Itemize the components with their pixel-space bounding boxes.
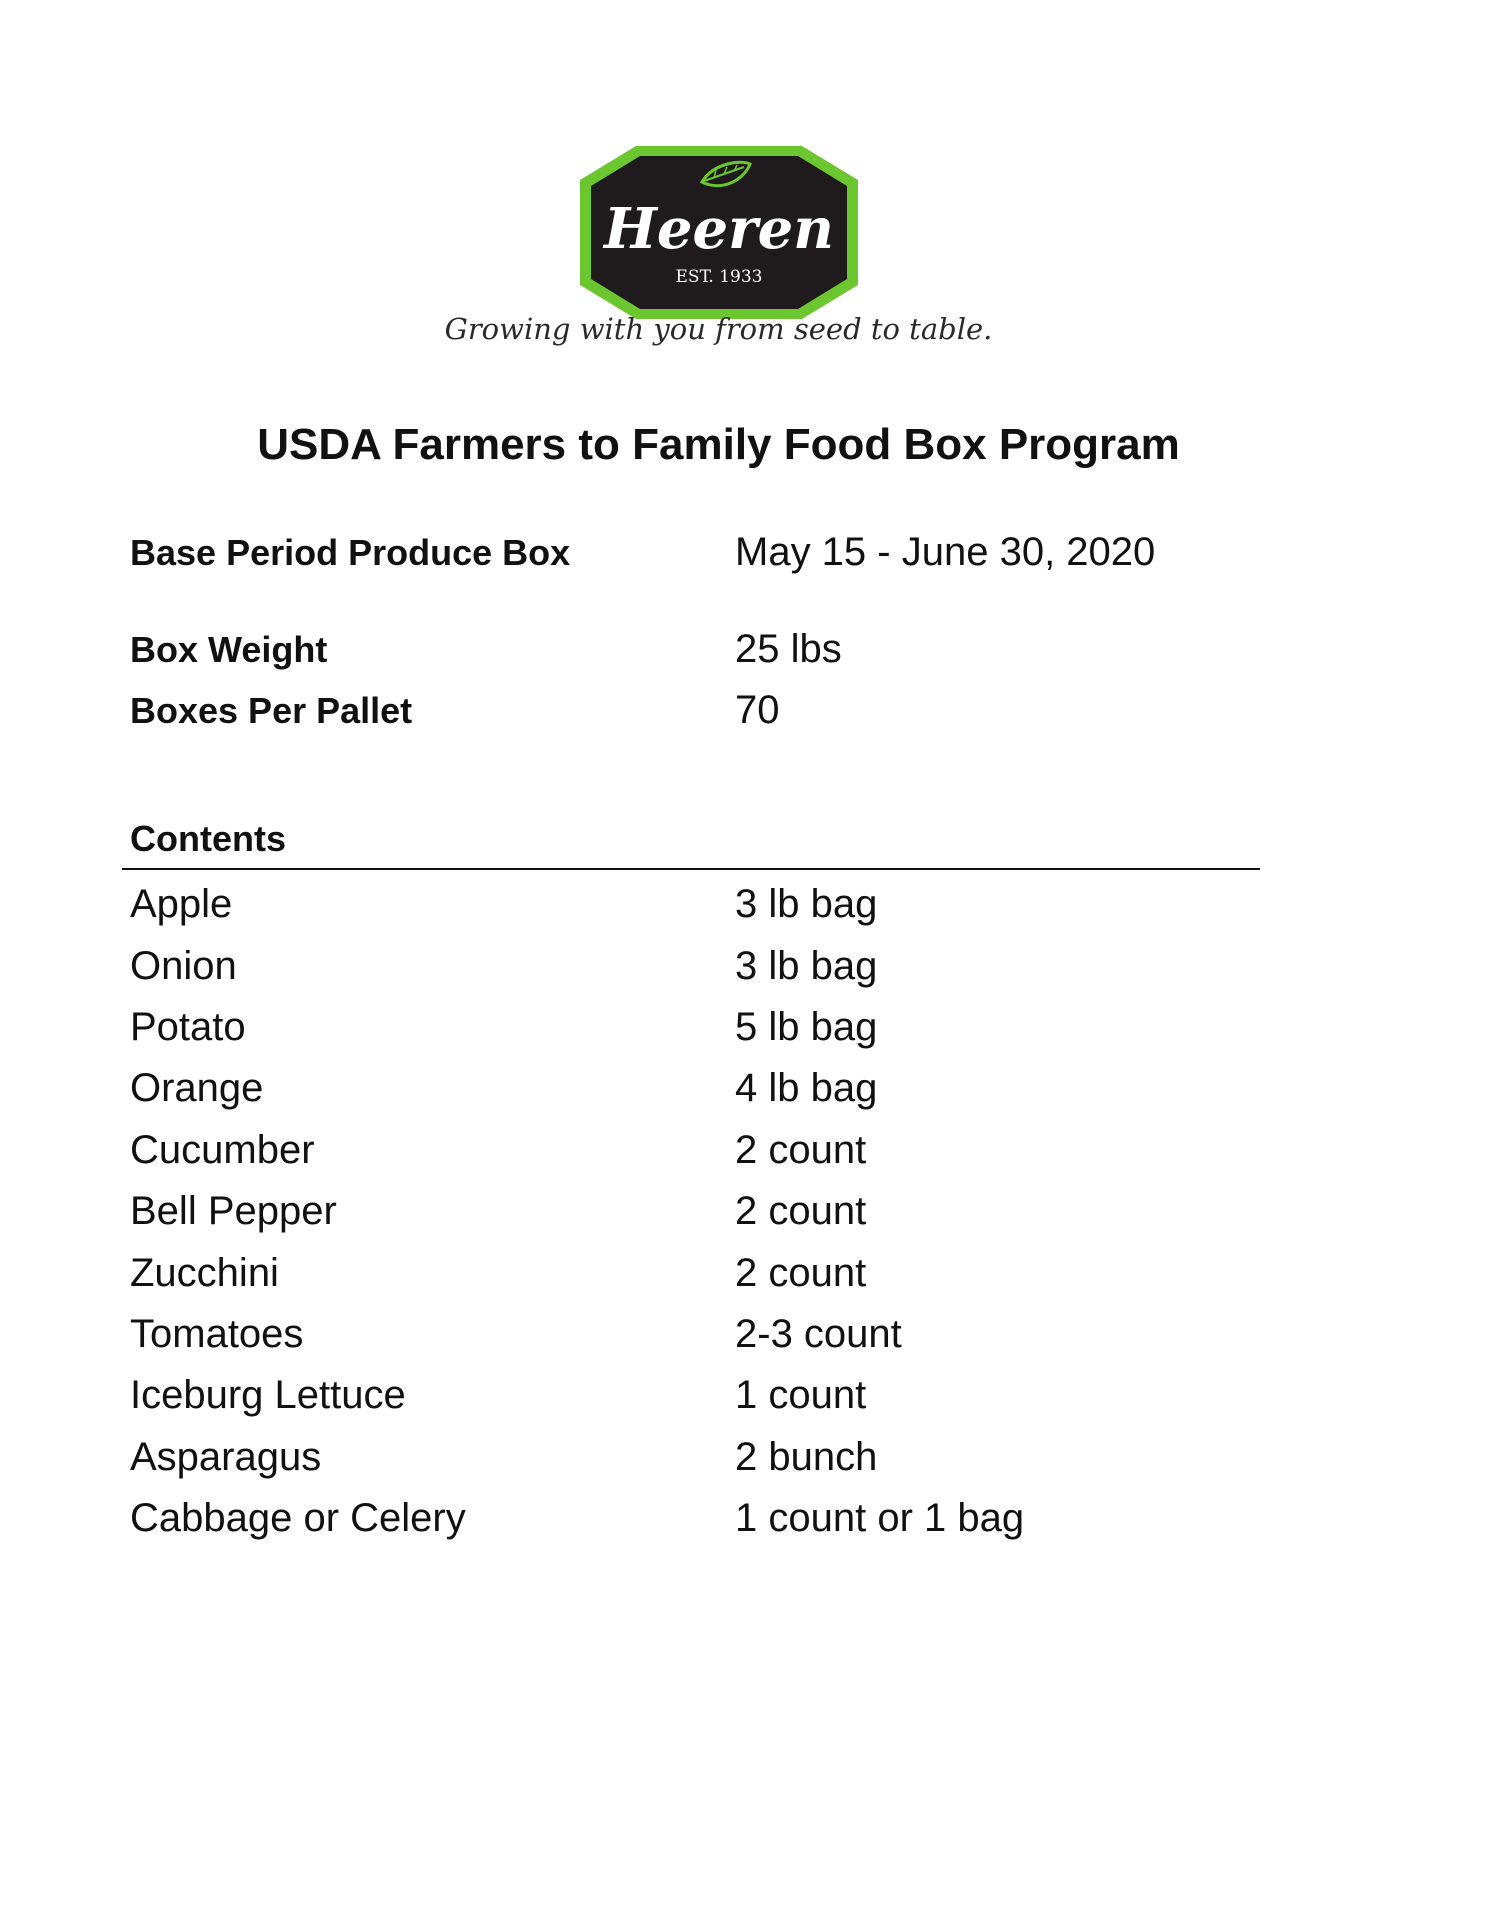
item-name: Tomatoes: [130, 1311, 304, 1356]
contents-heading: Contents: [130, 818, 286, 859]
item-quantity: 2 bunch: [735, 1434, 878, 1479]
contents-list: [130, 874, 1260, 1549]
logo-brand-name: Heeren: [603, 196, 834, 262]
logo-established: EST. 1933: [675, 267, 762, 287]
base-period-label: Base Period Produce Box: [130, 532, 571, 573]
item-quantity: 1 count: [735, 1373, 867, 1418]
list-item: [130, 1242, 1260, 1303]
item-quantity: 1 count or 1 bag: [735, 1496, 1025, 1541]
list-item: [130, 1488, 1260, 1549]
item-name: Cucumber: [130, 1127, 315, 1172]
item-quantity: 2-3 count: [735, 1311, 902, 1356]
info-row-base-period: [130, 530, 1260, 575]
list-item: [130, 874, 1260, 935]
list-item: [130, 1304, 1260, 1365]
logo-tagline: Growing with you from seed to table.: [444, 312, 993, 346]
item-name: Cabbage or Celery: [130, 1496, 466, 1541]
item-name: Orange: [130, 1066, 264, 1111]
box-weight-label: Box Weight: [130, 629, 328, 670]
item-name: Iceburg Lettuce: [130, 1373, 406, 1418]
item-quantity: 2 count: [735, 1127, 867, 1172]
item-quantity: 5 lb bag: [735, 1004, 878, 1049]
item-quantity: 3 lb bag: [735, 882, 878, 927]
boxes-per-pallet-value: 70: [735, 688, 780, 732]
list-item: [130, 1365, 1260, 1426]
item-name: Bell Pepper: [130, 1189, 337, 1234]
list-item: [130, 1427, 1260, 1488]
heeren-logo-badge: [574, 140, 864, 325]
item-quantity: 4 lb bag: [735, 1066, 878, 1111]
item-name: Potato: [130, 1004, 246, 1049]
base-period-value: May 15 - June 30, 2020: [735, 530, 1156, 574]
list-item: [130, 1058, 1260, 1119]
item-quantity: 3 lb bag: [735, 943, 878, 988]
list-item: [130, 1181, 1260, 1242]
list-item: [130, 997, 1260, 1058]
page-title: USDA Farmers to Family Food Box Program: [257, 420, 1180, 469]
box-weight-value: 25 lbs: [735, 627, 842, 671]
item-name: Zucchini: [130, 1250, 279, 1295]
item-quantity: 2 count: [735, 1189, 867, 1234]
list-item: [130, 935, 1260, 996]
heeren-logo: [0, 140, 1437, 325]
info-row-box-weight: [130, 627, 1260, 672]
item-name: Onion: [130, 943, 237, 988]
item-name: Apple: [130, 882, 233, 927]
boxes-per-pallet-label: Boxes Per Pallet: [130, 690, 413, 731]
info-row-boxes-per-pallet: [130, 688, 1260, 733]
item-quantity: 2 count: [735, 1250, 867, 1295]
contents-divider: [122, 868, 1260, 870]
list-item: [130, 1120, 1260, 1181]
item-name: Asparagus: [130, 1434, 322, 1479]
